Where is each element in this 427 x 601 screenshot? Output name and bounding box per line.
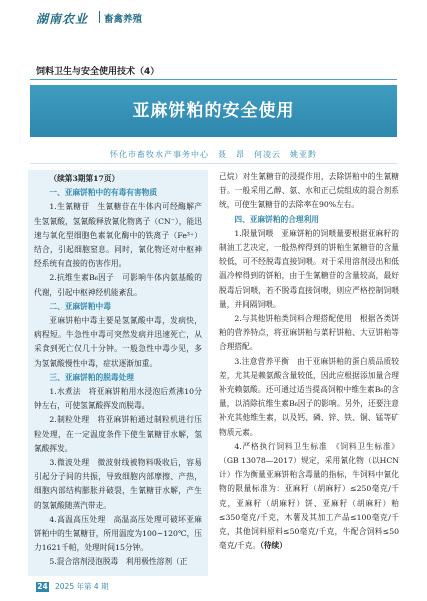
article-authors: 怀化市畜牧水产事务中心 聂 昂 何凌云 姚亚黔 <box>110 150 317 159</box>
paragraph: 2.制粒处理 将亚麻饼粕通过制粒机进行压粒处理，在一定温度条件下使生氰糖苷水解，氢氰酸挥发。 <box>34 415 202 453</box>
section-heading: 四、亚麻饼粕的合理利用 <box>234 214 319 224</box>
paragraph: 3.微波处理 微波射线被物料吸收后，容易引起分子间的共振，导致细胞内部摩擦、产热，细胞内部结构膨胀并破裂，生氰糖苷水解，产生的氢氰酸随蒸汽带走。 <box>34 458 202 510</box>
paragraph: 己烷）对生氰糖苷的浸提作用，去除饼粕中的生氰糖苷。一般采用乙醇、氨、水和正己烷组成的混合剂系统，可使生氰糖苷的去除率在90%左右。 <box>219 172 399 210</box>
left-column <box>28 170 208 576</box>
page-number: 24 <box>37 582 48 591</box>
article-title: 亚麻饼粕的安全使用 <box>132 101 295 121</box>
section-label: 畜禽养殖 <box>104 14 143 25</box>
series-title: 饲料卫生与安全使用技术（4） <box>36 67 160 77</box>
magazine-logo: 湖南农业 <box>36 12 89 26</box>
paragraph: 1.生氰糖苷 生氰糖苷在牛体内可经酶解产生氢氰酸，氢氰酸释放氰化物离子（CN⁻），能迅速与氧化型细胞色素氧化酶中的铁离子（Fe³⁺）结合，引起细胞窒息。同时，氰化物还对中枢神经系统有直接的伤害作用。 <box>34 202 202 269</box>
paragraph: 3.注意营养平衡 由于亚麻饼粕的蛋白质品质较差，尤其是赖氨酸含量较低，因此应根据添加量合理补充赖氨酸。还可通过适当提高饲粮中维生素B₆的含量，以消除抗维生素B₆因子的影响。另外，还要注意补充其他维生素，以及钙、磷、锌、铁、铜、锰等矿物质元素。 <box>219 356 399 437</box>
section-heading: 二、亚麻饼粕中毒 <box>49 301 111 311</box>
paragraph <box>219 440 399 554</box>
paragraph: 亚麻饼粕中毒主要是氢氰酸中毒，发病快，病程短。牛急性中毒可突然发病并迅速死亡，从采食到死亡仅几十分钟。一般急性中毒少见，多为氢氰酸慢性中毒，症状逐渐加重。 <box>34 316 202 368</box>
paragraph: 4.高温高压处理 高温高压处理可破坏亚麻饼粕中的生氰糖苷，所用温度为100~120℃，压力1621千帕，处理时间15分钟。 <box>34 514 202 553</box>
title-divider <box>30 163 397 164</box>
paragraph: 5.混合溶剂浸泡脱毒 利用极性溶剂（正 <box>49 557 188 567</box>
paragraph: 2.抗维生素B₆因子 可影响牛体内氨基酸的代谢，引起中枢神经机能紊乱。 <box>34 273 202 297</box>
paragraph: 1.限量饲喂 亚麻饼粕的饲喂量要根据亚麻籽的制油工艺决定，一般热榨得到的饼粕生氰糖苷的含量较低，可不经脱毒直接饲喂。对于采用溶剂浸出和低温冷榨得到的饼粕，由于生氰糖苷的含量较高，最好脱毒后饲喂，若不脱毒直接饲喂，则应严格控制饲喂量，并间隔饲喂。 <box>219 228 399 309</box>
to-be-continued-mark: （待续） <box>260 541 287 551</box>
paragraph-text: 4.严格执行饲料卫生标准 《饲料卫生标准》（GB 13078—2017）规定，采用氰化物（以HCN计）作为衡量亚麻饼粕含毒量的指标，牛饲料中氰化物的限量标准为：亚麻籽（胡麻籽）≤250毫克/千克，亚麻籽（胡麻籽）饼、亚麻籽（胡麻籽）粕≤350毫克/千克，木薯及其加工产品≤100毫克/千克，其他饲料原料≤50毫克/千克，牛配合饲料≤50毫克/千克。 <box>219 441 399 551</box>
series-divider <box>30 79 397 80</box>
section-heading: 一、亚麻饼粕中的有毒有害物质 <box>49 188 158 198</box>
paragraph: 1.水煮法 将亚麻饼粕用水浸泡后煮沸10分钟左右，可使氢氰酸挥发而脱毒。 <box>34 387 202 411</box>
paragraph: 2.与其他饼粕类饲料合理搭配使用 根据各类饼粕的营养特点，将亚麻饼粕与菜籽饼粕、大豆饼粕等合理搭配。 <box>219 314 399 352</box>
continuation-note: （续第3期第17页） <box>49 174 120 183</box>
article-title-banner <box>30 85 397 137</box>
right-column <box>219 170 399 553</box>
header-separator <box>99 11 100 23</box>
issue-label: 2025 年第 4 期 <box>55 582 109 591</box>
section-heading: 三、亚麻饼粕的脱毒处理 <box>49 372 134 382</box>
page-header <box>0 0 427 30</box>
